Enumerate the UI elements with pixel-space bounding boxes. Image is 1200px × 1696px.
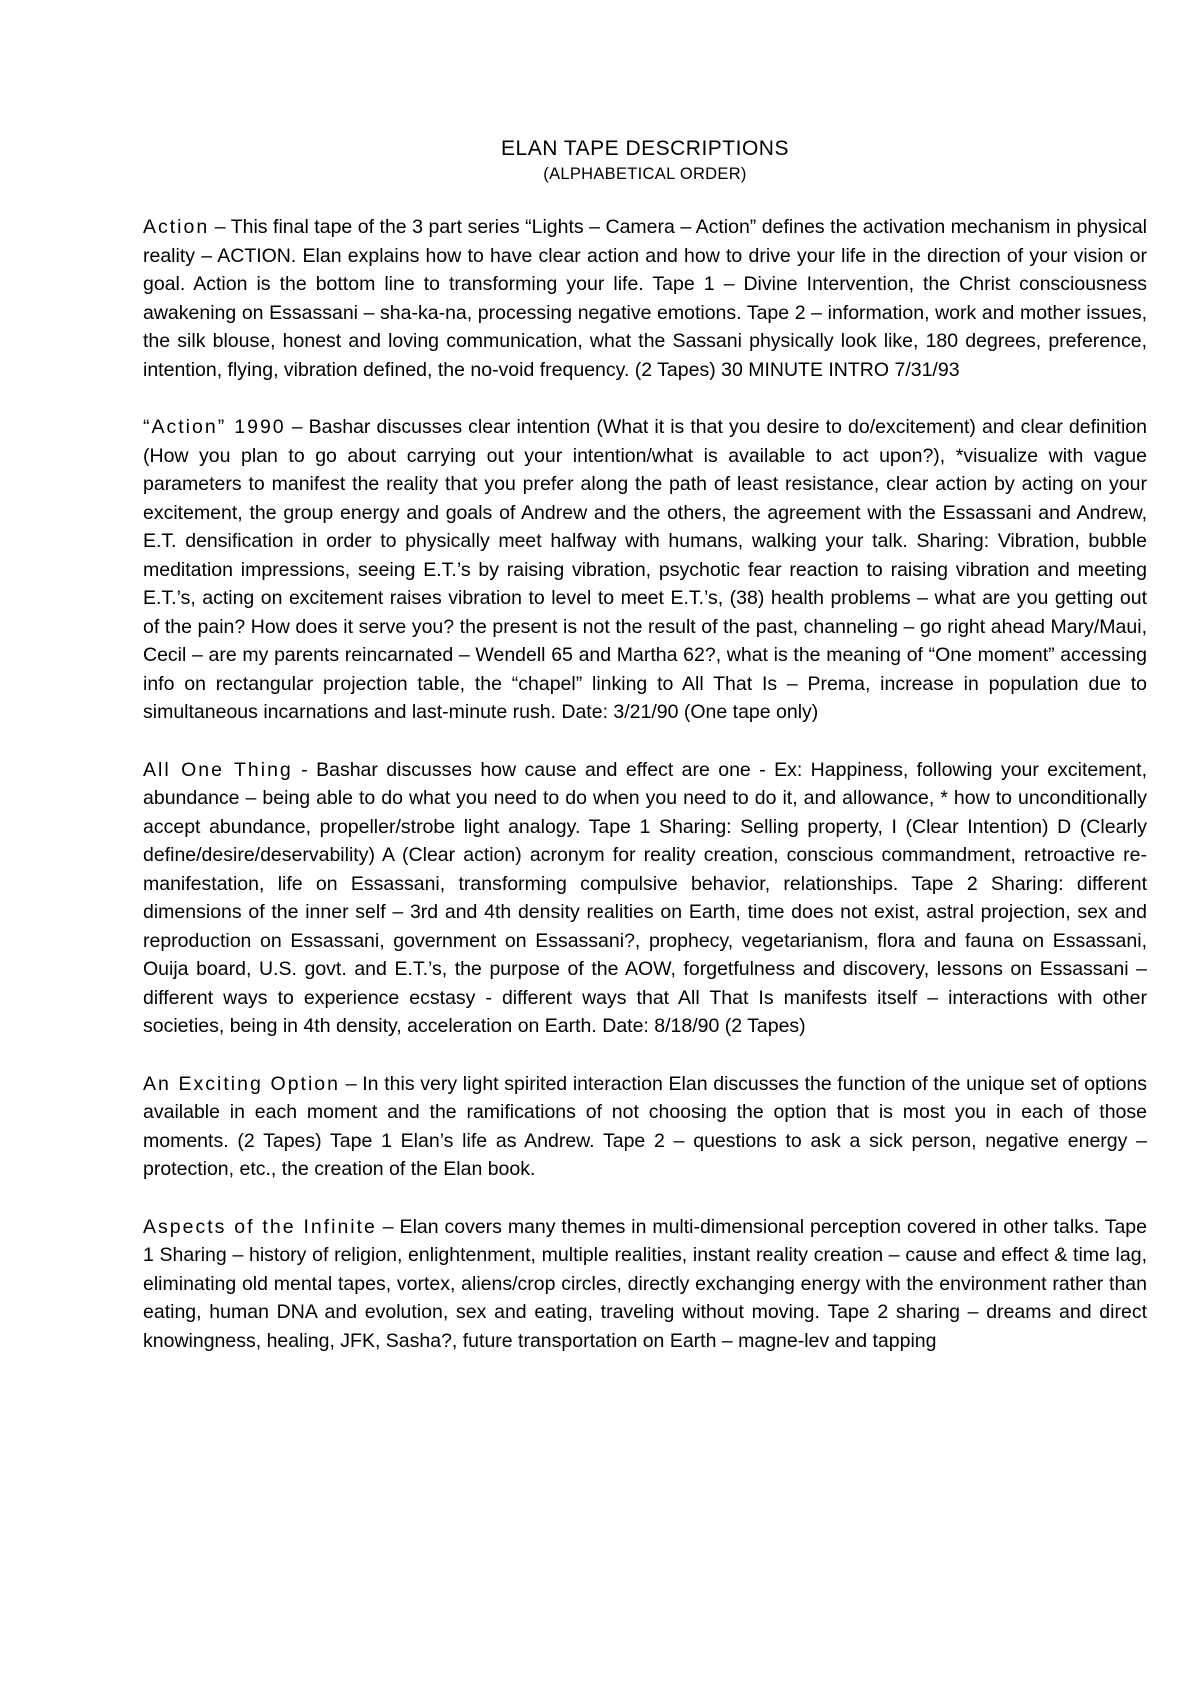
entry-aspects-of-the-infinite — [143, 1213, 1147, 1356]
document-title: ELAN TAPE DESCRIPTIONS — [501, 137, 789, 160]
entry-body: – Bashar discusses clear intention (What it is that you desire to do/excitement) and clear definition (How you plan to go about carrying out your intention/what is available to act upon?), *visualize with vague parameters to manifest the reality that you prefer along the path of least resistance, clear action by acting on your excitement, the group energy and goals of Andrew and the others, the agreement with the Essassani and Andrew, E.T. densification in order to physically meet halfway with humans, walking your talk. Sharing: Vibration, bubble meditation impressions, seeing E.T.’s by raising vibration, psychotic fear reaction to raising vibration and meeting E.T.’s, acting on excitement raises vibration to level to meet E.T.’s, (38) health problems – what are you getting out of the pain? How does it serve you? the present is not the result of the past, channeling – go right ahead Mary/Maui, Cecil – are my parents reincarnated – Wendell 65 and Martha 62?, what is the meaning of “One moment” accessing info on rectangular projection table, the “chapel” linking to All That Is – Prema, increase in population due to simultaneous incarnations and last-minute rush. Date: 3/21/90 (One tape only) — [143, 416, 1147, 723]
entry-action — [143, 213, 1147, 384]
entry-body: – Elan covers many themes in multi-dimensional perception covered in other talks. Tape 1 Sharing – history of religion, enlightenment, multiple realities, instant reality creation – cause and effect & time lag, eliminating old mental tapes, vortex, aliens/crop circles, directly exchanging energy with the environment rather than eating, human DNA and evolution, sex and eating, traveling without moving. Tape 2 sharing – dreams and direct knowingness, healing, JFK, Sasha?, future transportation on Earth – magne-lev and tapping — [143, 1215, 1147, 1352]
entry-heading: An Exciting Option — [143, 1072, 340, 1095]
entry-heading: All One Thing — [143, 758, 293, 781]
entry-action-1990 — [143, 413, 1147, 727]
entry-heading: Aspects of the Infinite — [143, 1215, 377, 1238]
document-subtitle: (ALPHABETICAL ORDER) — [543, 165, 747, 183]
entry-all-one-thing — [143, 756, 1147, 1041]
document-page — [143, 136, 1147, 1384]
entry-an-exciting-option — [143, 1070, 1147, 1184]
entry-body: – In this very light spirited interaction Elan discusses the function of the unique set of options available in each moment and the ramifications of not choosing the option that is most you in each of those moments. (2 Tapes) Tape 1 Elan’s life as Andrew. Tape 2 – questions to ask a sick person, negative energy – protection, etc., the creation of the Elan book. — [143, 1072, 1147, 1180]
entry-body: – This final tape of the 3 part series “Lights – Camera – Action” defines the activation mechanism in physical reality – ACTION. Elan explains how to have clear action and how to drive your life in the direction of your vision or goal. Action is the bottom line to transforming your life. Tape 1 – Divine Intervention, the Christ consciousness awakening on Essassani – sha-ka-na, processing negative emotions. Tape 2 – information, work and mother issues, the silk blouse, honest and loving communication, what the Sassani physically look like, 180 degrees, preference, intention, flying, vibration defined, the no-void frequency. (2 Tapes) 30 MINUTE INTRO 7/31/93 — [143, 216, 1147, 381]
entry-heading: “Action” 1990 — [143, 416, 286, 438]
entry-body: - Bashar discusses how cause and effect are one - Ex: Happiness, following your excitement, abundance – being able to do what you need to do when you need to do it, and allowance, * how to unconditionally accept abundance, propeller/strobe light analogy. Tape 1 Sharing: Selling property, I (Clear Intention) D (Clearly define/desire/deservability) A (Clear action) acronym for reality creation, conscious commandment, retroactive re-manifestation, life on Essassani, transforming compulsive behavior, relationships. Tape 2 Sharing: different dimensions of the inner self – 3rd and 4th density realities on Earth, time does not exist, astral projection, sex and reproduction on Essassani, government on Essassani?, prophecy, vegetarianism, flora and fauna on Essassani, Ouija board, U.S. govt. and E.T.’s, the purpose of the AOW, forgetfulness and discovery, lessons on Essassani – different ways to experience ecstasy - different ways that All That Is manifests itself – interactions with other societies, being in 4th density, acceleration on Earth. Date: 8/18/90 (2 Tapes) — [143, 758, 1147, 1037]
entry-heading: Action — [143, 216, 210, 238]
